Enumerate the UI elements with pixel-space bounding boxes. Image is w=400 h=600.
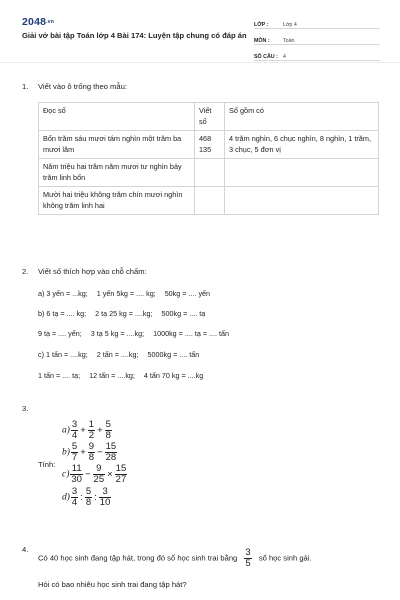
meta-row-class	[254, 16, 380, 29]
math-operator: :	[94, 492, 97, 503]
header-divider	[0, 62, 400, 63]
fraction-numerator: 5	[71, 441, 78, 452]
fraction-numerator: 3	[245, 547, 251, 558]
table-header: Số gồm có	[225, 103, 379, 131]
fraction	[93, 464, 106, 485]
fraction	[85, 487, 92, 508]
problem-text: số học sinh gái.	[258, 553, 312, 563]
math-operator: −	[97, 447, 103, 458]
expression-label: c)	[62, 469, 70, 480]
meta-value: Toán	[283, 38, 295, 44]
fraction-denominator: 8	[88, 452, 95, 463]
table-row	[39, 159, 379, 187]
fraction-numerator: 1	[88, 419, 95, 430]
exercise-item: c) 1 tấn = ....kg;	[38, 350, 88, 359]
fraction-numerator: 5	[85, 486, 92, 497]
fraction-numerator: 9	[96, 463, 102, 474]
fraction-denominator: 2	[88, 430, 95, 441]
expression-label: b)	[62, 447, 70, 458]
fraction-denominator: 28	[105, 452, 117, 463]
exercise-item: 2 tấn = ....kg;	[96, 350, 139, 359]
math-expression	[62, 420, 113, 441]
page-title: Giải vở bài tập Toán lớp 4 Bài 174: Luyện tập chung có đáp án	[22, 31, 247, 40]
math-operator: +	[97, 425, 103, 436]
fraction-denominator: 8	[105, 430, 111, 441]
fraction-numerator: 9	[88, 441, 95, 452]
fraction-numerator: 11	[71, 463, 82, 474]
meta-key: SỐ CÂU :	[254, 54, 278, 60]
table-cell	[195, 187, 225, 215]
exercise-line	[38, 309, 214, 318]
exercise-item: 9 tạ = .... yến;	[38, 329, 82, 338]
table-row	[39, 131, 379, 159]
meta-value: 4	[283, 54, 286, 60]
calc-label: Tính:	[38, 460, 56, 469]
exercise-item: 4 tấn 70 kg = ....kg	[143, 371, 204, 380]
fraction	[88, 420, 95, 441]
exercise-item: 50kg = .... yến	[164, 289, 211, 298]
fraction-denominator: 7	[71, 452, 78, 463]
expression-label: d)	[62, 492, 70, 503]
exercise-line	[38, 350, 208, 359]
exercise-item: 5000kg = .... tấn	[147, 350, 200, 359]
fraction-numerator: 3	[71, 419, 78, 430]
math-operator: +	[80, 425, 86, 436]
math-operator: ×	[107, 469, 113, 480]
expression-label: a)	[62, 425, 70, 436]
fraction	[71, 442, 78, 463]
logo-text: 2048	[22, 16, 47, 28]
question-prompt: Viết số thích hợp vào chỗ chấm:	[38, 267, 147, 276]
exercise-item: 12 tấn = ....kg;	[89, 371, 135, 380]
table-header: Đọc số	[39, 103, 195, 131]
fraction	[115, 464, 128, 485]
fraction	[71, 487, 78, 508]
problem-text: Có 40 học sinh đang tập hát, trong đó số học sinh trai bằng	[38, 553, 238, 563]
question-number: 4.	[22, 545, 29, 554]
exercise-line	[38, 371, 212, 380]
table-cell: Bốn trăm sáu mươi tám nghìn một trăm ba mươi lăm	[39, 131, 195, 159]
exercise-line	[38, 289, 219, 298]
exercise-line	[38, 329, 238, 338]
document-meta	[254, 16, 380, 64]
fraction-denominator: 27	[115, 474, 127, 485]
fraction-numerator: 15	[115, 463, 127, 474]
exercise-item: 1000kg = .... tạ = .... tấn	[153, 329, 230, 338]
fraction	[71, 420, 78, 441]
math-operator: +	[80, 447, 86, 458]
fraction	[105, 442, 118, 463]
table-cell: Năm triệu hai trăm năm mươi tư nghìn bảy trăm linh bốn	[39, 159, 195, 187]
table-cell	[225, 159, 379, 187]
fraction-denominator: 4	[71, 430, 78, 441]
question-prompt: Viết vào ô trống theo mẫu:	[38, 82, 127, 91]
document-header	[0, 0, 400, 62]
table-row	[39, 187, 379, 215]
problem-statement	[38, 548, 312, 569]
fraction-denominator: 4	[71, 497, 78, 508]
fraction	[99, 487, 112, 508]
table-cell	[225, 187, 379, 215]
fraction-denominator: 25	[93, 474, 105, 485]
exercise-item: a) 3 yến = ...kg;	[38, 289, 88, 298]
fraction	[70, 464, 83, 485]
table-header-row	[39, 103, 379, 131]
table-cell: 4 trăm nghìn, 6 chục nghìn, 8 nghìn, 1 trăm, 3 chục, 5 đơn vị	[225, 131, 379, 159]
fraction	[88, 442, 95, 463]
exercise-item: 500kg = .... tạ	[161, 309, 206, 318]
logo-suffix: .vn	[46, 19, 54, 26]
fraction	[105, 420, 112, 441]
exercise-item: 2 tạ 25 kg = ....kg;	[95, 309, 153, 318]
exercise-item: 3 tạ 5 kg = ....kg;	[90, 329, 145, 338]
fraction-numerator: 15	[105, 441, 117, 452]
math-expression	[62, 464, 128, 485]
exercise-item: 1 yến 5kg = .... kg;	[96, 289, 156, 298]
math-expression	[62, 487, 112, 508]
table-header: Viết số	[195, 103, 225, 131]
fraction-denominator: 8	[85, 497, 92, 508]
fraction-denominator: 30	[71, 474, 82, 485]
fraction-numerator: 3	[102, 486, 108, 497]
fraction	[244, 548, 251, 569]
math-expression	[62, 442, 118, 463]
question-number: 2.	[22, 267, 29, 276]
math-operator: :	[80, 492, 83, 503]
meta-row-subject	[254, 32, 380, 45]
question-number: 3.	[22, 404, 29, 413]
math-operator: −	[84, 469, 91, 480]
table-cell	[195, 159, 225, 187]
meta-key: MÔN :	[254, 38, 270, 44]
meta-key: LỚP :	[254, 22, 269, 28]
fraction-numerator: 3	[71, 486, 78, 497]
fraction-denominator: 10	[99, 497, 111, 508]
problem-question: Hỏi có bao nhiêu học sinh trai đang tập hát?	[38, 580, 187, 589]
meta-row-count	[254, 48, 380, 61]
exercise-item: b) 6 tạ = .... kg;	[38, 309, 87, 318]
fraction-numerator: 5	[105, 419, 111, 430]
question-number: 1.	[22, 82, 29, 91]
table-cell: 468 135	[195, 131, 225, 159]
site-logo[interactable]	[22, 16, 54, 28]
table-cell: Mười hai triệu không trăm chín mươi nghìn không trăm linh hai	[39, 187, 195, 215]
number-table	[38, 102, 379, 215]
fraction-denominator: 5	[245, 558, 251, 569]
exercise-item: 1 tấn = .... tạ;	[38, 371, 81, 380]
meta-value: Lớp 4	[283, 22, 297, 28]
